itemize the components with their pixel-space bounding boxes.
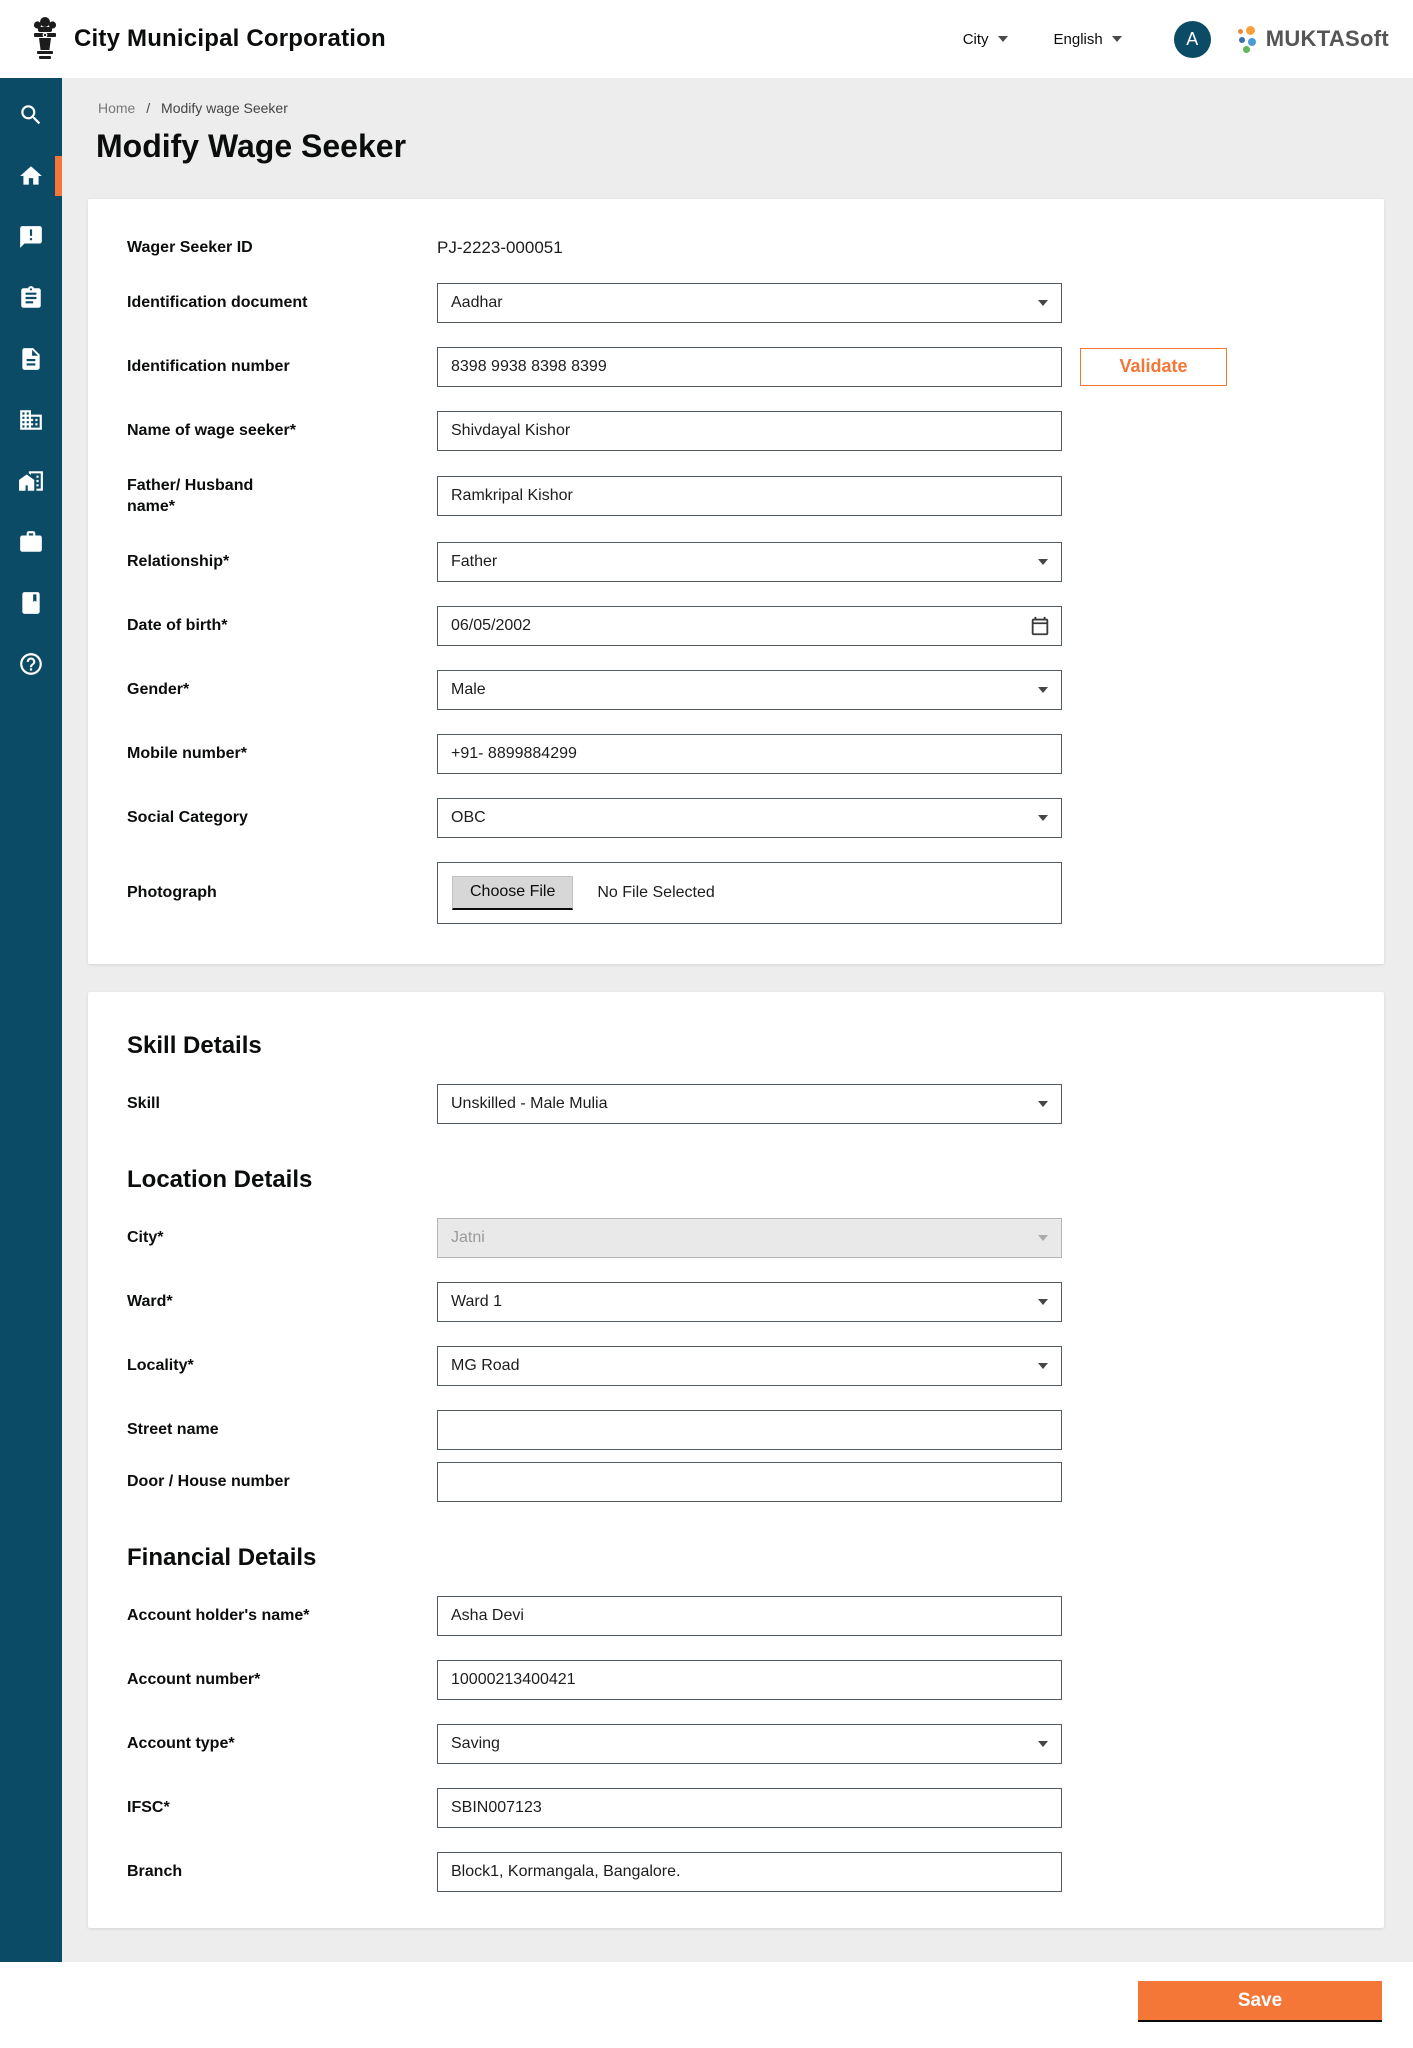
account-holder-row: [127, 1596, 1344, 1636]
skill-details-heading: Skill Details: [127, 1031, 262, 1059]
street-name-label: Street name: [127, 1420, 219, 1438]
relationship-row: [127, 542, 1344, 582]
father-husband-input[interactable]: [437, 476, 1062, 516]
date-of-birth-label: Date of birth*: [127, 616, 228, 634]
account-type-label: Account type*: [127, 1734, 235, 1752]
photograph-upload-box: [437, 862, 1062, 924]
search-icon: [18, 102, 44, 128]
document-icon: [18, 346, 44, 372]
chevron-down-icon: [1038, 1363, 1048, 1369]
file-status-text: No File Selected: [597, 883, 715, 901]
brand-logo: [1237, 26, 1389, 53]
gender-label: Gender*: [127, 680, 190, 698]
sidebar-nav: [0, 78, 62, 1962]
account-holder-input[interactable]: [437, 1596, 1062, 1636]
name-input[interactable]: [437, 411, 1062, 451]
account-number-row: [127, 1660, 1344, 1700]
skill-value: Unskilled - Male Mulia: [451, 1094, 608, 1112]
account-number-input[interactable]: [437, 1660, 1062, 1700]
photograph-row: [127, 862, 1344, 924]
breadcrumb: [98, 100, 1384, 116]
ward-select[interactable]: [437, 1282, 1062, 1322]
city-row: [127, 1218, 1344, 1258]
sidebar-item-work[interactable]: [0, 520, 62, 564]
city-menu-label: City: [962, 30, 989, 48]
sidebar-item-assignments[interactable]: [0, 276, 62, 320]
account-type-row: [127, 1724, 1344, 1764]
sidebar-item-home-work[interactable]: [0, 459, 62, 503]
relationship-value: Father: [451, 552, 498, 570]
street-name-row: [127, 1410, 1344, 1450]
father-husband-row: [127, 475, 1344, 518]
city-value: Jatni: [451, 1228, 485, 1246]
gender-row: [127, 670, 1344, 710]
chevron-down-icon: [1038, 559, 1048, 565]
chevron-down-icon: [1038, 1101, 1048, 1107]
personal-details-card: [88, 199, 1384, 964]
muktasoft-dots-icon: [1237, 26, 1259, 53]
user-avatar[interactable]: A: [1174, 21, 1211, 58]
chevron-down-icon: [998, 36, 1008, 42]
chevron-down-icon: [1038, 815, 1048, 821]
choose-file-button[interactable]: Choose File: [452, 876, 573, 910]
social-category-row: [127, 798, 1344, 838]
door-house-number-row: [127, 1462, 1344, 1502]
wage-seeker-id-row: [127, 237, 1344, 259]
calendar-icon[interactable]: [1029, 615, 1051, 637]
building-icon: [18, 407, 44, 433]
locality-row: [127, 1346, 1344, 1386]
branch-input[interactable]: [437, 1852, 1062, 1892]
language-menu[interactable]: [1054, 31, 1122, 48]
name-label: Name of wage seeker*: [127, 421, 296, 439]
chevron-down-icon: [1038, 1299, 1048, 1305]
sidebar-item-search[interactable]: [0, 93, 62, 137]
clipboard-icon: [18, 285, 44, 311]
save-button[interactable]: Save: [1138, 1981, 1382, 2022]
account-holder-label: Account holder's name*: [127, 1606, 310, 1624]
branch-row: [127, 1852, 1344, 1892]
gender-value: Male: [451, 680, 486, 698]
ifsc-input[interactable]: [437, 1788, 1062, 1828]
gender-select[interactable]: [437, 670, 1062, 710]
name-row: [127, 411, 1344, 451]
identification-document-label: Identification document: [127, 293, 308, 311]
sidebar-item-ledger[interactable]: [0, 581, 62, 625]
sidebar-item-home[interactable]: [0, 154, 62, 198]
father-husband-label: Father/ Husband name*: [127, 476, 254, 516]
date-of-birth-row: [127, 606, 1344, 646]
chevron-down-icon: [1038, 1235, 1048, 1241]
identification-number-input[interactable]: [437, 347, 1062, 387]
help-icon: [18, 651, 44, 677]
active-indicator: [55, 156, 62, 196]
chevron-down-icon: [1038, 687, 1048, 693]
social-category-label: Social Category: [127, 808, 248, 826]
mobile-number-input[interactable]: [437, 734, 1062, 774]
chevron-down-icon: [1038, 1741, 1048, 1747]
sidebar-item-announcement[interactable]: [0, 215, 62, 259]
book-icon: [18, 590, 44, 616]
ward-label: Ward*: [127, 1292, 173, 1310]
identification-number-label: Identification number: [127, 357, 290, 375]
door-house-number-label: Door / House number: [127, 1472, 290, 1490]
announcement-icon: [18, 224, 44, 250]
locality-select[interactable]: [437, 1346, 1062, 1386]
relationship-select[interactable]: [437, 542, 1062, 582]
skill-select[interactable]: [437, 1084, 1062, 1124]
account-number-label: Account number*: [127, 1670, 261, 1688]
mobile-number-label: Mobile number*: [127, 744, 248, 762]
chevron-down-icon: [1112, 36, 1122, 42]
sidebar-item-help[interactable]: [0, 642, 62, 686]
social-category-select[interactable]: [437, 798, 1062, 838]
wage-seeker-id-label: Wager Seeker ID: [127, 239, 253, 256]
breadcrumb-current: Modify wage Seeker: [161, 100, 288, 116]
validate-button[interactable]: Validate: [1080, 348, 1227, 386]
home-work-icon: [18, 468, 44, 494]
identification-document-row: [127, 283, 1344, 323]
breadcrumb-home-link[interactable]: Home: [98, 100, 136, 116]
skill-row: [127, 1084, 1344, 1124]
main-content: [62, 78, 1413, 1962]
wage-seeker-id-value: PJ-2223-000051: [437, 237, 563, 257]
branch-label: Branch: [127, 1862, 183, 1880]
account-type-value: Saving: [451, 1734, 500, 1752]
org-name: City Municipal Corporation: [74, 25, 386, 52]
national-emblem-logo: [30, 15, 60, 63]
mobile-number-row: [127, 734, 1344, 774]
header-right: [963, 21, 1413, 58]
location-details-heading: Location Details: [127, 1165, 313, 1193]
app-header: [0, 0, 1413, 78]
city-label: City*: [127, 1228, 164, 1246]
door-house-number-input[interactable]: [437, 1462, 1062, 1502]
ifsc-row: [127, 1788, 1344, 1828]
sidebar-item-documents[interactable]: [0, 337, 62, 381]
briefcase-icon: [18, 529, 44, 555]
action-footer: [0, 1962, 1413, 2048]
ward-row: [127, 1282, 1344, 1322]
language-menu-label: English: [1053, 30, 1103, 48]
chevron-down-icon: [1038, 300, 1048, 306]
ward-value: Ward 1: [451, 1292, 502, 1310]
sidebar-item-organization[interactable]: [0, 398, 62, 442]
identification-document-value: Aadhar: [451, 293, 503, 311]
relationship-label: Relationship*: [127, 552, 230, 570]
breadcrumb-separator: /: [146, 100, 151, 116]
city-menu[interactable]: [963, 31, 1008, 48]
home-icon: [18, 163, 44, 189]
locality-value: MG Road: [451, 1356, 520, 1374]
social-category-value: OBC: [451, 808, 486, 826]
date-of-birth-input[interactable]: [437, 606, 1062, 646]
city-select: [437, 1218, 1062, 1258]
details-card: [88, 992, 1384, 1928]
locality-label: Locality*: [127, 1356, 194, 1374]
skill-label: Skill: [127, 1094, 160, 1112]
page-title: Modify Wage Seeker: [96, 128, 407, 164]
photograph-label: Photograph: [127, 883, 217, 901]
brand-name: MUKTASoft: [1265, 26, 1389, 51]
account-type-select[interactable]: [437, 1724, 1062, 1764]
identification-document-select[interactable]: [437, 283, 1062, 323]
financial-details-heading: Financial Details: [127, 1543, 317, 1571]
street-name-input[interactable]: [437, 1410, 1062, 1450]
identification-number-row: [127, 347, 1344, 387]
ifsc-label: IFSC*: [127, 1798, 170, 1816]
